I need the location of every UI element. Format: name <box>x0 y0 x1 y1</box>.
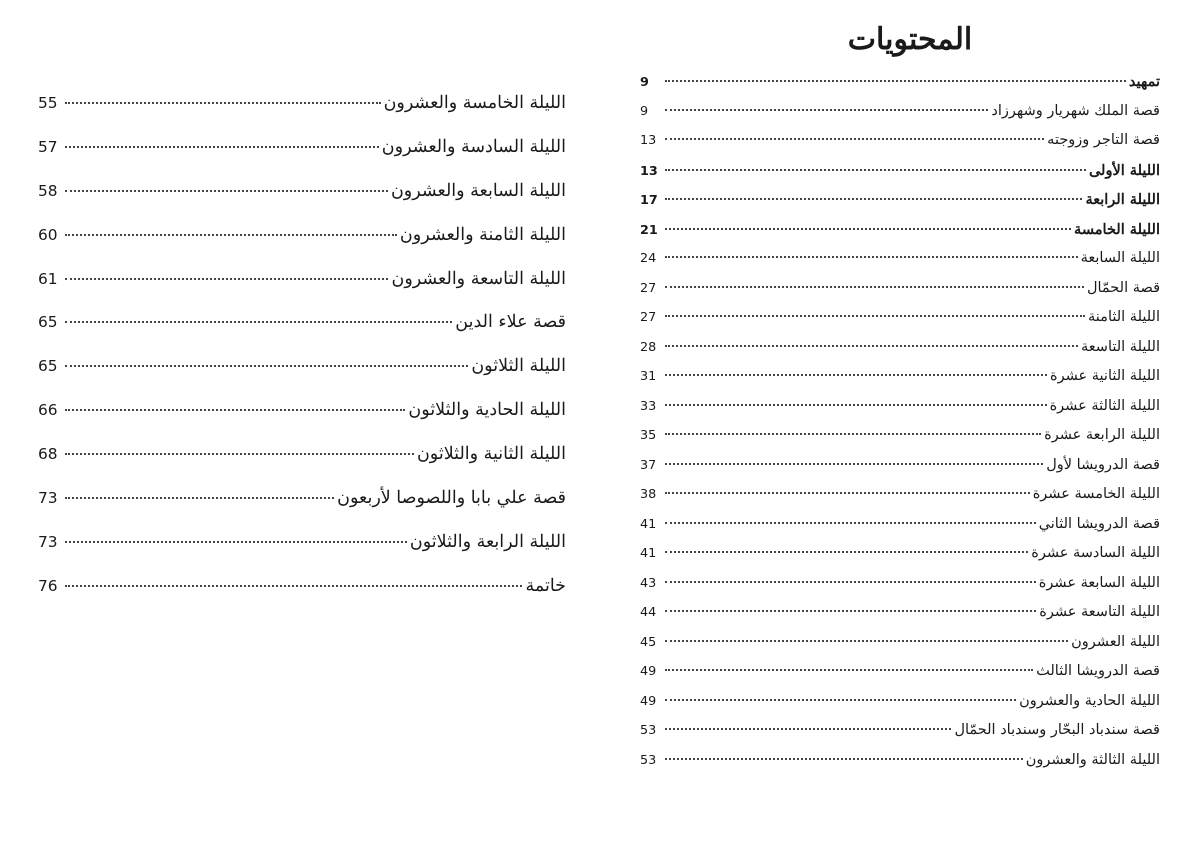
toc-entry-page-number: 60 <box>38 225 58 244</box>
toc-entry-title: الليلة الثانية والثلاثون <box>416 444 566 465</box>
toc-entry-page-number: 43 <box>640 575 657 591</box>
toc-entry-page-number: 31 <box>640 369 657 384</box>
dot-leader <box>665 581 1036 583</box>
toc-entry-title: الليلة السابعة <box>1080 250 1160 266</box>
dot-leader <box>665 138 1044 140</box>
toc-entry-title: الليلة التاسعة عشرة <box>1039 604 1160 620</box>
toc-entry <box>640 191 1160 221</box>
toc-entry-title: الليلة الخامسة <box>1074 220 1160 238</box>
toc-entry <box>38 269 566 313</box>
toc-entry-title: قصة الدرويشا لأول <box>1046 456 1160 473</box>
dot-leader <box>665 758 1023 760</box>
dot-leader <box>665 728 951 730</box>
toc-entry <box>640 604 1160 634</box>
toc-entry-page-number: 57 <box>38 137 58 156</box>
toc-entry-page-number: 28 <box>640 339 657 355</box>
toc-entry-page-number: 13 <box>640 163 658 179</box>
dot-leader <box>65 585 522 587</box>
toc-entry <box>640 368 1160 398</box>
toc-entry-title: الليلة الثانية عشرة <box>1049 368 1160 384</box>
toc-entry-title: الليلة التاسعة <box>1081 338 1160 355</box>
toc-entry-title: قصة علاء الدين <box>455 312 566 333</box>
toc-entry-page-number: 73 <box>38 489 58 508</box>
toc-entry-page-number: 24 <box>640 251 657 266</box>
dot-leader <box>665 169 1086 171</box>
toc-entry <box>640 132 1160 162</box>
dot-leader <box>665 433 1041 435</box>
dot-leader <box>665 699 1016 701</box>
dot-leader <box>665 109 988 111</box>
toc-entry <box>640 162 1160 192</box>
toc-entry-page-number: 37 <box>640 457 657 473</box>
dot-leader <box>665 80 1126 82</box>
toc-entry-page-number: 13 <box>640 133 657 148</box>
dot-leader <box>65 190 388 192</box>
toc-entry <box>640 663 1160 693</box>
toc-entry-title: الليلة السادسة عشرة <box>1031 545 1160 561</box>
toc-entry-title: قصة الدرويشا الثالث <box>1036 663 1160 679</box>
toc-entry-page-number: 9 <box>640 103 649 119</box>
toc-entry-title: الليلة الثامنة والعشرون <box>399 224 566 245</box>
toc-entry-page-number: 68 <box>38 445 58 464</box>
toc-entry <box>38 356 566 400</box>
toc-entry <box>640 398 1160 428</box>
toc-entry-page-number: 53 <box>640 752 657 768</box>
dot-leader <box>665 198 1082 200</box>
toc-entry-page-number: 41 <box>640 516 657 532</box>
toc-entry <box>640 221 1160 251</box>
dot-leader <box>665 404 1047 406</box>
toc-entry-page-number: 35 <box>640 428 657 443</box>
dot-leader <box>665 551 1028 553</box>
toc-entry-title: الليلة الثامنة <box>1088 309 1160 325</box>
dot-leader <box>665 315 1085 317</box>
toc-entry-page-number: 38 <box>640 487 657 502</box>
toc-entry <box>640 309 1160 339</box>
toc-entry-page-number: 53 <box>640 723 657 738</box>
dot-leader <box>65 278 388 280</box>
toc-entry <box>38 400 566 444</box>
toc-entry-title: الليلة التاسعة والعشرون <box>391 268 566 289</box>
toc-entry-page-number: 61 <box>38 269 58 288</box>
toc-entry-page-number: 9 <box>640 75 649 90</box>
dot-leader <box>65 497 334 499</box>
toc-entry <box>640 73 1160 103</box>
dot-leader <box>665 522 1036 524</box>
toc-entry <box>640 693 1160 723</box>
dot-leader <box>65 102 381 104</box>
dot-leader <box>65 234 397 236</box>
page-title: المحتويات <box>847 22 973 57</box>
dot-leader <box>665 345 1078 347</box>
toc-entry <box>38 181 566 225</box>
toc-entry <box>640 722 1160 752</box>
toc-entry <box>640 457 1160 487</box>
dot-leader <box>665 256 1078 258</box>
dot-leader <box>65 453 414 455</box>
toc-entry <box>38 444 566 488</box>
toc-entry-title: الليلة السابعة والعشرون <box>390 180 566 201</box>
dot-leader <box>65 541 407 543</box>
toc-entry <box>640 427 1160 457</box>
toc-entry-title: الليلة العشرون <box>1071 633 1160 650</box>
toc-entry-title: الليلة الخامسة عشرة <box>1032 486 1160 502</box>
toc-entry-page-number: 73 <box>38 532 58 551</box>
toc-entry-page-number: 21 <box>640 222 658 238</box>
toc-entry <box>640 103 1160 133</box>
toc-entry-page-number: 17 <box>640 193 658 208</box>
toc-entry-page-number: 65 <box>38 357 58 376</box>
toc-entry-title: الليلة الخامسة والعشرون <box>383 93 566 113</box>
dot-leader <box>665 463 1043 465</box>
toc-column-right <box>640 73 1160 781</box>
toc-entry-title: تمهيد <box>1128 73 1160 90</box>
toc-entry-page-number: 65 <box>38 313 58 332</box>
toc-entry-page-number: 44 <box>640 605 657 620</box>
toc-entry <box>38 532 566 576</box>
toc-entry-title: قصة علي بابا واللصوصا لأربعون <box>337 488 566 509</box>
toc-entry-page-number: 49 <box>640 693 657 709</box>
toc-entry <box>640 575 1160 605</box>
toc-entry-title: قصة الملك شهريار وشهرزاد <box>991 102 1160 119</box>
toc-entry-page-number: 66 <box>38 401 58 420</box>
toc-entry-page-number: 45 <box>640 634 657 650</box>
dot-leader <box>65 321 452 323</box>
toc-entry-title: قصة الدرويشا الثاني <box>1038 515 1160 532</box>
toc-entry-page-number: 49 <box>640 664 657 679</box>
toc-entry-title: الليلة الثالثة والعشرون <box>1025 751 1160 768</box>
toc-entry-title: الليلة الحادية والعشرون <box>1019 692 1160 709</box>
toc-column-left <box>38 93 566 620</box>
dot-leader <box>665 610 1036 612</box>
toc-entry-title: الليلة الثلاثون <box>471 356 566 377</box>
toc-entry <box>38 93 566 137</box>
toc-entry-page-number: 41 <box>640 546 657 561</box>
dot-leader <box>665 669 1033 671</box>
toc-entry-page-number: 27 <box>640 310 657 325</box>
dot-leader <box>65 146 379 148</box>
toc-entry-page-number: 27 <box>640 280 657 296</box>
dot-leader <box>665 286 1084 288</box>
toc-entry <box>38 312 566 356</box>
toc-entry <box>640 339 1160 369</box>
dot-leader <box>665 374 1047 376</box>
toc-entry-title: قصة الحمّال <box>1086 279 1160 296</box>
toc-entry <box>640 486 1160 516</box>
toc-entry-title: الليلة الأولى <box>1088 161 1160 179</box>
toc-entry-page-number: 55 <box>38 94 58 112</box>
toc-entry-title: الليلة الرابعة <box>1085 191 1160 208</box>
toc-entry <box>38 488 566 532</box>
dot-leader <box>65 409 405 411</box>
toc-entry-title: الليلة الرابعة عشرة <box>1044 427 1160 443</box>
toc-entry-page-number: 33 <box>640 398 657 414</box>
toc-entry-title: قصة سندباد البحّار وسندباد الحمّال <box>954 722 1160 738</box>
toc-entry <box>38 137 566 181</box>
toc-entry-title: الليلة السادسة والعشرون <box>381 136 566 157</box>
toc-entry-title: الليلة الحادية والثلاثون <box>408 400 566 421</box>
toc-entry <box>640 634 1160 664</box>
toc-entry-title: الليلة الرابعة والثلاثون <box>409 531 566 552</box>
dot-leader <box>665 228 1071 230</box>
toc-entry-page-number: 58 <box>38 181 58 200</box>
toc-entry <box>640 752 1160 782</box>
toc-entry <box>38 225 566 269</box>
toc-entry <box>640 280 1160 310</box>
toc-entry-title: قصة التاجر وزوجته <box>1047 132 1160 148</box>
dot-leader <box>665 492 1030 494</box>
toc-entry-page-number: 76 <box>38 576 58 595</box>
toc-entry-title: خاتمة <box>525 575 566 596</box>
dot-leader <box>65 365 468 367</box>
toc-entry <box>38 576 566 620</box>
toc-entry <box>640 516 1160 546</box>
dot-leader <box>665 640 1068 642</box>
toc-entry <box>640 250 1160 280</box>
toc-entry-title: الليلة السابعة عشرة <box>1038 574 1160 591</box>
toc-entry-title: الليلة الثالثة عشرة <box>1049 397 1160 414</box>
toc-entry <box>640 545 1160 575</box>
